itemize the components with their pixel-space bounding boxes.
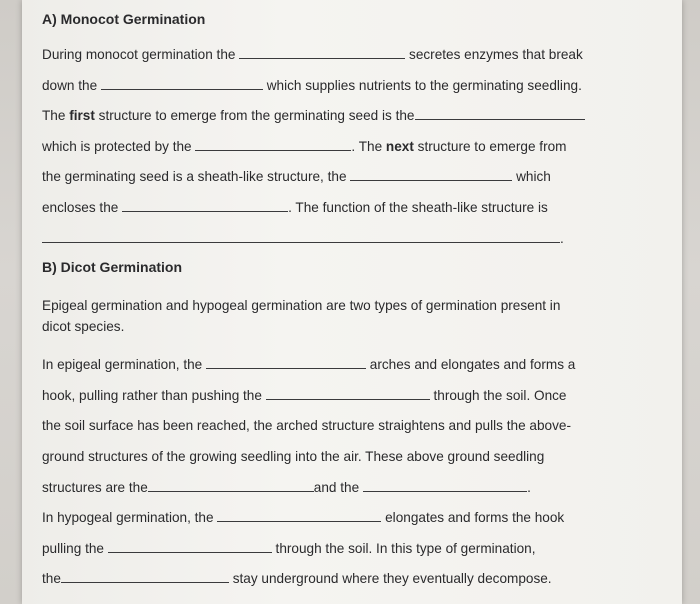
b-line-3: the soil surface has been reached, the arched structure straightens and pulls the above-: [42, 418, 571, 433]
fill-blank[interactable]: [195, 138, 351, 151]
fill-blank[interactable]: [108, 540, 272, 553]
fill-blank[interactable]: [206, 356, 366, 369]
a-line-6: encloses the . The function of the sheath-like structure is: [42, 200, 548, 215]
worksheet-page: [22, 0, 682, 604]
a-line-5: the germinating seed is a sheath-like structure, the which: [42, 169, 551, 184]
b-line-7: pulling the through the soil. In this type of germination,: [42, 541, 536, 556]
b-intro-1: Epigeal germination and hypogeal germination are two types of germination present in: [42, 298, 561, 313]
b-line-8: the stay underground where they eventually decompose.: [42, 571, 552, 586]
b-intro-2: dicot species.: [42, 319, 125, 334]
b-line-6: In hypogeal germination, the elongates and forms the hook: [42, 510, 565, 525]
b-line-4: ground structures of the growing seedling into the air. These above ground seedling: [42, 449, 545, 464]
fill-blank[interactable]: [350, 168, 512, 181]
b-line-5: structures are the and the .: [42, 480, 531, 495]
a-line-4: which is protected by the . The next structure to emerge from: [42, 139, 567, 154]
fill-blank[interactable]: [266, 387, 430, 400]
a-line-3: The first structure to emerge from the germinating seed is the: [42, 107, 585, 125]
fill-blank[interactable]: [415, 107, 585, 120]
section-b-heading: B) Dicot Germination: [42, 259, 183, 275]
a-line-2: down the which supplies nutrients to the germinating seedling.: [42, 78, 582, 93]
full-answer-line[interactable]: [42, 242, 560, 243]
fill-blank[interactable]: [122, 199, 288, 212]
fill-blank[interactable]: [239, 46, 405, 59]
section-a-heading: A) Monocot Germination: [42, 11, 206, 27]
a-line-1: During monocot germination the secretes enzymes that break: [42, 47, 583, 62]
fill-blank[interactable]: [217, 509, 381, 522]
a-line-7-end: .: [560, 231, 564, 246]
fill-blank[interactable]: [61, 570, 229, 583]
b-line-2: hook, pulling rather than pushing the through the soil. Once: [42, 388, 567, 403]
fill-blank[interactable]: [101, 77, 263, 90]
fill-blank[interactable]: [363, 479, 527, 492]
b-line-1: In epigeal germination, the arches and elongates and forms a: [42, 357, 576, 372]
fill-blank[interactable]: [148, 479, 314, 492]
